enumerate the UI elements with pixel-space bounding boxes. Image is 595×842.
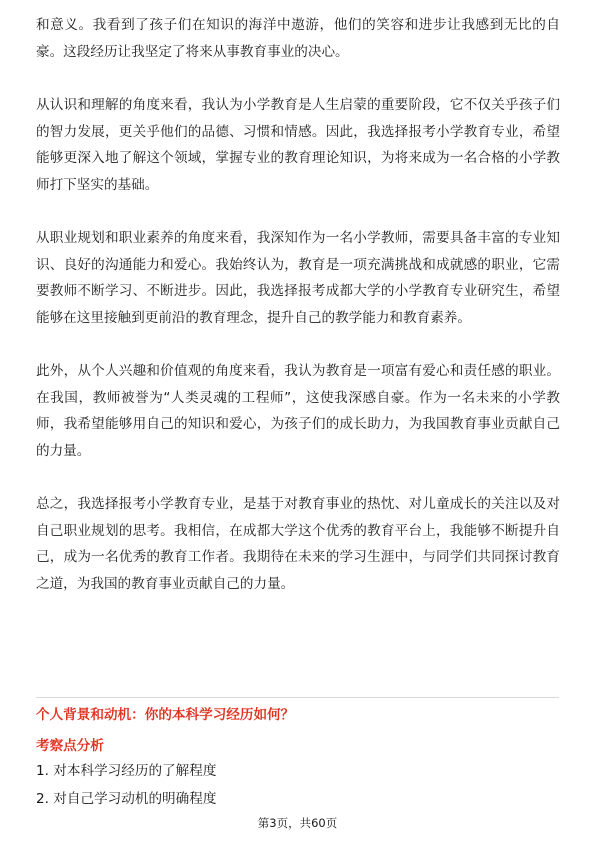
document-body bbox=[36, 12, 560, 597]
paragraph-gap bbox=[36, 65, 560, 92]
analysis-point-1: 1. 对本科学习经历的了解程度 bbox=[36, 763, 217, 779]
paragraph-gap bbox=[36, 331, 560, 358]
paragraph-gap bbox=[36, 198, 560, 225]
question-heading: 个人背景和动机：你的本科学习经历如何？ bbox=[36, 707, 295, 723]
paragraph-1: 和意义。我看到了孩子们在知识的海洋中遨游，他们的笑容和进步让我感到无比的自豪。这段经历让我坚定了将来从事教育事业的决心。 bbox=[36, 17, 560, 60]
analysis-point-2: 2. 对自己学习动机的明确程度 bbox=[36, 791, 217, 807]
paragraph-2: 从认识和理解的角度来看，我认为小学教育是人生启蒙的重要阶段，它不仅关乎孩子们的智力发展，更关乎他们的品德、习惯和情感。因此，我选择报考小学教育专业，希望能够更深入地了解这个领域，掌握专业的教育理论知识，为将来成为一名合格的小学教师打下坚实的基础。 bbox=[36, 97, 560, 193]
paragraph-4: 此外，从个人兴趣和价值观的角度来看，我认为教育是一项富有爱心和责任感的职业。在我国，教师被誉为“人类灵魂的工程师”，这使我深感自豪。作为一名未来的小学教师，我希望能够用自己的知识和爱心，为孩子们的成长助力，为我国教育事业贡献自己的力量。 bbox=[36, 363, 560, 459]
analysis-heading: 考察点分析 bbox=[36, 738, 104, 754]
section-divider bbox=[36, 697, 559, 698]
paragraph-gap bbox=[36, 464, 560, 491]
page-number: 第3页，共60页 bbox=[257, 816, 338, 830]
paragraph-3: 从职业规划和职业素养的角度来看，我深知作为一名小学教师，需要具备丰富的专业知识、良好的沟通能力和爱心。我始终认为，教育是一项充满挑战和成就感的职业，它需要教师不断学习、不断进步。因此，我选择报考成都大学的小学教育专业研究生，希望能够在这里接触到更前沿的教育理念，提升自己的教学能力和教育素养。 bbox=[36, 230, 560, 326]
paragraph-5: 总之，我选择报考小学教育专业，是基于对教育事业的热忱、对儿童成长的关注以及对自己职业规划的思考。我相信，在成都大学这个优秀的教育平台上，我能够不断提升自己，成为一名优秀的教育工作者。我期待在未来的学习生涯中，与同学们共同探讨教育之道，为我国的教育事业贡献自己的力量。 bbox=[36, 496, 560, 592]
